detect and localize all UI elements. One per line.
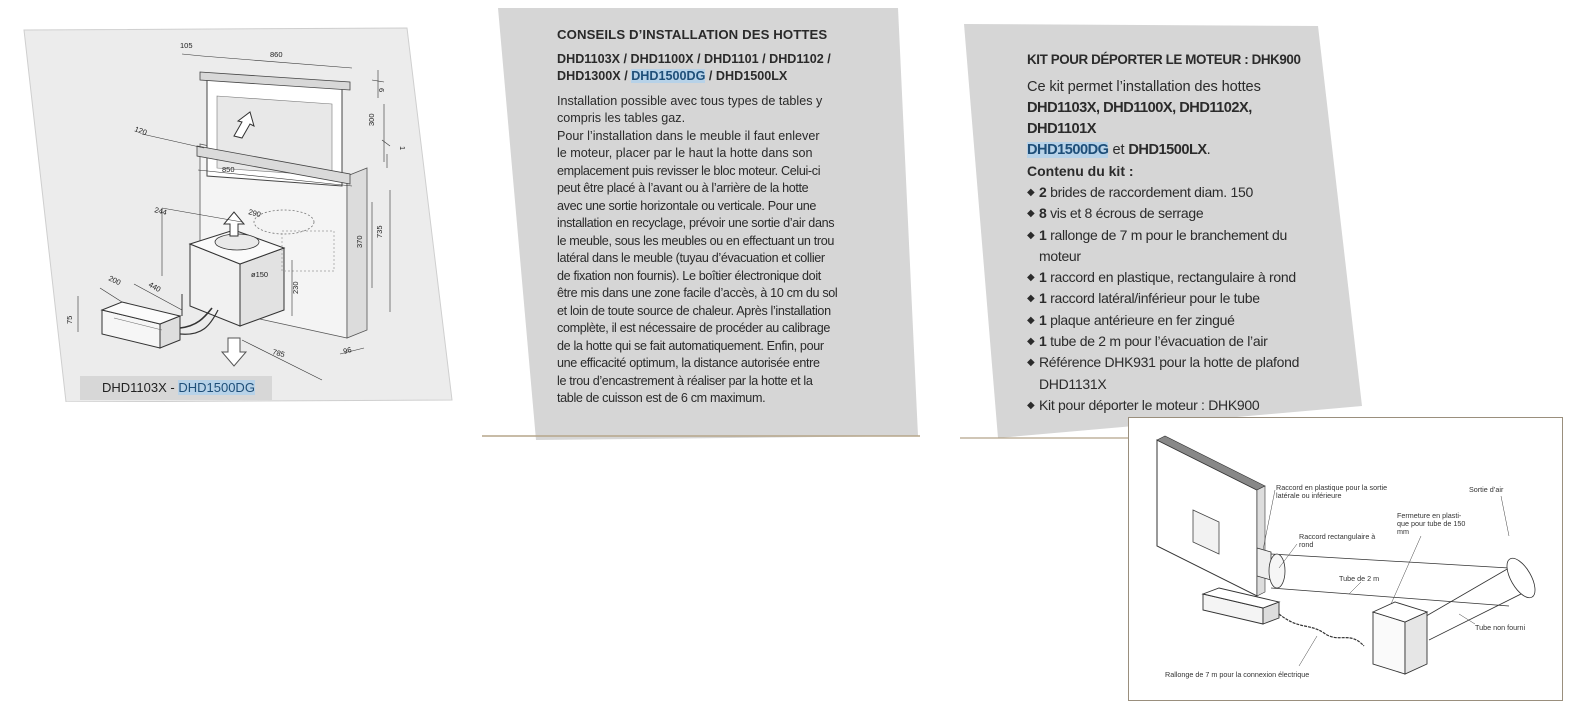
dim-1: 1 xyxy=(398,146,407,151)
models-highlight: DHD1500DG xyxy=(631,68,706,83)
kit-contents-list xyxy=(1027,182,1302,416)
kit-item xyxy=(1027,352,1302,395)
advice-title: CONSEILS D’INSTALLATION DES HOTTES xyxy=(557,27,828,42)
advice-model-list xyxy=(557,51,845,85)
kit-intro-models: DHD1103X, DHD1100X, DHD1102X, DHD1101X xyxy=(1027,100,1252,137)
kit-item xyxy=(1027,395,1302,416)
dim-735: 735 xyxy=(375,225,384,238)
kit-item-text: tube de 2 m pour l’évacuation de l’air xyxy=(1046,333,1268,350)
advice-body xyxy=(557,93,845,408)
kit-item xyxy=(1027,203,1302,224)
kit-item-text: rallonge de 7 m pour le branchement du moteur xyxy=(1039,226,1287,264)
advice-line: latéral dans le meuble (tuyau d’évacuation et collier xyxy=(557,251,825,265)
label-fermeture: Fermeture en plasti- que pour tube de 150 mm xyxy=(1397,511,1466,536)
advice-line: une efficacité optimum, la distance autorisée entre xyxy=(557,356,820,370)
kit-item-qty: 1 xyxy=(1039,311,1047,328)
bullet-icon: ◆ xyxy=(1027,357,1035,369)
bullet-icon: ◆ xyxy=(1027,314,1035,326)
kit-intro-highlight: DHD1500DG xyxy=(1027,142,1109,158)
kit-intro-end-c: . xyxy=(1206,142,1211,158)
bullet-icon: ◆ xyxy=(1027,399,1035,411)
advice-line: et loin de toute source de chaleur. Après l’installation xyxy=(557,303,831,318)
dim-850: 850 xyxy=(222,165,235,174)
advice-line: le moteur, placer par le haut la hotte dans son xyxy=(557,146,813,160)
dim-105: 105 xyxy=(180,41,193,50)
kit-item xyxy=(1027,331,1302,352)
kit-title: KIT POUR DÉPORTER LE MOTEUR : DHK900 xyxy=(1027,52,1301,67)
kit-item xyxy=(1027,225,1302,268)
dim-244: 244 xyxy=(153,205,168,218)
advice-line: Pour l’installation dans le meuble il faut enlever xyxy=(557,128,820,143)
models-b: / DHD1500LX xyxy=(705,68,788,83)
advice-line: emplacement puis revisser le bloc moteur. Celui-ci xyxy=(557,163,821,178)
kit-item-qty: 1 xyxy=(1039,226,1047,243)
bullet-icon: ◆ xyxy=(1027,293,1035,305)
kit-item-text: plaque antérieure en fer zingué xyxy=(1046,311,1235,328)
label-tube-2m: Tube de 2 m xyxy=(1339,574,1380,583)
advice-line: compris les tables gaz. xyxy=(557,111,686,125)
kit-item-text: brides de raccordement diam. 150 xyxy=(1046,184,1253,200)
kit-intro-end-a: et xyxy=(1108,142,1129,158)
dim-230: 230 xyxy=(291,281,300,294)
dim-96: 96 xyxy=(342,345,353,356)
dim-6: 6 xyxy=(377,88,386,93)
dim-860: 860 xyxy=(270,50,283,59)
caption-prefix: DHD1103X - xyxy=(102,380,179,395)
caption-highlight: DHD1500DG xyxy=(178,380,255,395)
dim-440: 440 xyxy=(147,279,163,294)
kit-item xyxy=(1027,182,1302,203)
dim-290: 290 xyxy=(247,207,262,220)
advice-line: être mis dans une zone facile d’accès, à 10 cm du sol xyxy=(557,286,838,300)
bullet-icon: ◆ xyxy=(1027,229,1035,241)
bullet-icon: ◆ xyxy=(1027,187,1035,198)
advice-line: Installation possible avec tous types de tables y xyxy=(557,93,823,108)
installation-advice-panel xyxy=(480,8,940,440)
dim-370: 370 xyxy=(355,235,364,248)
kit-intro-line: Ce kit permet l’installation des hottes xyxy=(1027,79,1261,95)
advice-line: table de cuisson est de 6 cm maximum. xyxy=(557,391,766,405)
kit-item-text: Référence DHK931 pour la hotte de plafond DHD1131X xyxy=(1039,354,1300,392)
dim-200: 200 xyxy=(107,273,123,288)
bullet-icon: ◆ xyxy=(1027,208,1035,220)
motor-kit-panel xyxy=(960,22,1370,442)
dim-75: 75 xyxy=(65,315,74,324)
kit-item-qty: 8 xyxy=(1039,205,1047,222)
kit-item-text: vis et 8 écrous de serrage xyxy=(1046,205,1204,222)
label-raccord-lateral: Raccord en plastique pour la sortie latérale ou inférieure xyxy=(1276,483,1388,500)
dim-150: ø150 xyxy=(251,270,269,279)
dim-120: 120 xyxy=(133,124,149,138)
label-tube-non-fourni: Tube non fourni xyxy=(1475,623,1526,632)
kit-intro-end-b: DHD1500LX xyxy=(1128,142,1207,158)
bullet-icon: ◆ xyxy=(1027,336,1035,348)
label-raccord-rect: Raccord rectangulaire à rond xyxy=(1299,532,1376,549)
kit-diagram-svg xyxy=(1129,418,1562,700)
dim-785: 785 xyxy=(271,347,286,360)
hood-drawing-svg xyxy=(22,26,454,402)
advice-line: avec une sortie horizontale ou verticale. Pour une xyxy=(557,198,817,213)
kit-item xyxy=(1027,288,1302,309)
bullet-icon: ◆ xyxy=(1027,272,1035,284)
kit-item xyxy=(1027,310,1302,331)
kit-item-text: raccord latéral/inférieur pour le tube xyxy=(1046,290,1260,307)
kit-item-text: Kit pour déporter le moteur : DHK900 xyxy=(1039,396,1260,413)
kit-contents-label: Contenu du kit : xyxy=(1027,163,1134,179)
kit-item-qty: 2 xyxy=(1039,184,1047,200)
label-rallonge: Rallonge de 7 m pour la connexion électrique xyxy=(1165,670,1310,679)
advice-line: complète, il est nécessaire de procéder au calibrage xyxy=(557,321,831,335)
kit-item xyxy=(1027,267,1302,288)
advice-line: le trou d’encastrement à réaliser par la hotte et la xyxy=(557,373,813,388)
kit-item-qty: 1 xyxy=(1039,290,1047,307)
kit-installation-diagram xyxy=(1128,417,1563,701)
kit-item-text: raccord en plastique, rectangulaire à rond xyxy=(1046,269,1296,286)
advice-line: de la hotte qui se fait automatiquement. Enfin, pour xyxy=(557,338,824,353)
drawing-caption xyxy=(80,376,272,400)
advice-line: le meuble, sous les meubles ou en effectuant un trou xyxy=(557,233,835,248)
dim-300: 300 xyxy=(367,113,376,126)
models-a: DHD1103X / DHD1100X / DHD1101 / DHD1102 / DHD1300X / xyxy=(557,51,831,83)
kit-item-qty: 1 xyxy=(1039,333,1047,350)
label-sortie-air: Sortie d’air xyxy=(1469,485,1504,494)
advice-line: installation en recyclage, prévoir une sortie d’air dans xyxy=(557,216,835,230)
kit-item-qty: 1 xyxy=(1039,269,1047,286)
advice-line: de fixation non fournis). Le boîtier électronique doit xyxy=(557,268,821,283)
hood-dimension-drawing xyxy=(22,26,454,402)
kit-intro xyxy=(1027,77,1302,161)
advice-line: peut être placé à l’avant ou à l’arrière de la hotte xyxy=(557,181,809,195)
